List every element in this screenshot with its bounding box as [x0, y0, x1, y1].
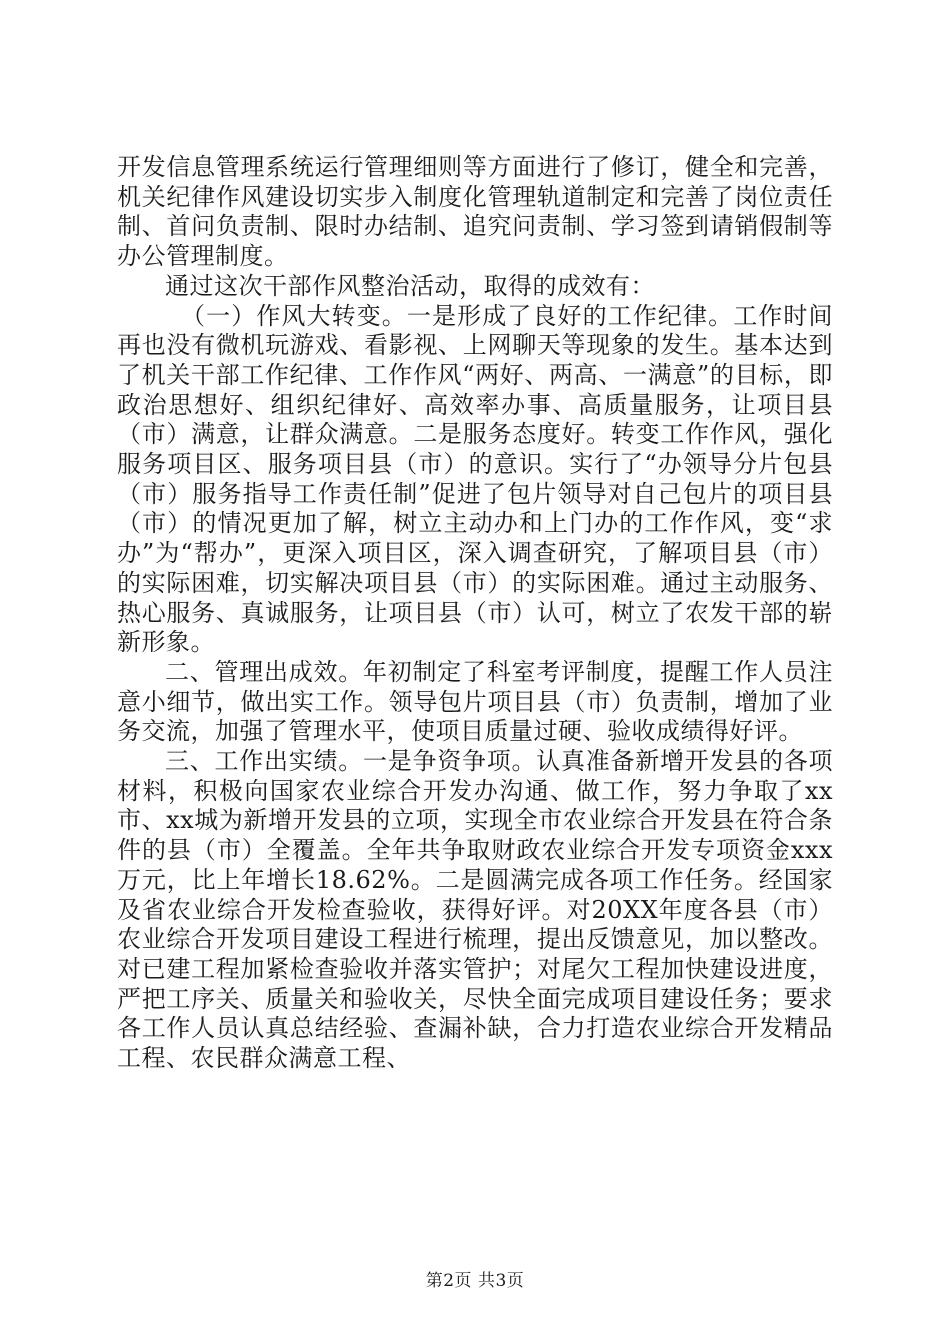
paragraph-achievements: 三、工作出实绩。一是争资争项。认真准备新增开发县的各项材料，积极向国家农业综合开发办沟通、做工作，努力争取了xx市、xx城为新增开发县的立项，实现全市农业综合开发县在符合条件的县（市）全覆盖。全年共争取财政农业综合开发专项资金xxx万元，比上年增长18.62%。二是圆满完成各项工作任务。经国家及省农业综合开发检查验收，获得好评。对20XX年度各县（市）农业综合开发项目建设工程进行梳理，提出反馈意见，加以整改。对已建工程加紧检查验收并落实管护；对尾欠工程加快建设进度，严把工序关、质量关和验收关，尽快全面完成项目建设任务；要求各工作人员认真总结经验、查漏补缺，合力打造农业综合开发精品工程、农民群众满意工程、	[117, 747, 833, 1073]
paragraph-management: 二、管理出成效。年初制定了科室考评制度，提醒工作人员注意小细节，做出实工作。领导包片项目县（市）负责制，增加了业务交流，加强了管理水平，使项目质量过硬、验收成绩得好评。	[117, 657, 833, 746]
paragraph-results-intro: 通过这次干部作风整治活动，取得的成效有：	[165, 271, 655, 300]
paragraph-style-change: （一）作风大转变。一是形成了良好的工作纪律。工作时间再也没有微机玩游戏、看影视、上网聊天等现象的发生。基本达到了机关干部工作纪律、工作作风“两好、两高、一满意”的目标，即政治思想好、组织纪律好、高效率办事、高质量服务，让项目县（市）满意，让群众满意。二是服务态度好。转变工作作风，强化服务项目区、服务项目县（市）的意识。实行了“办领导分片包县（市）服务指导工作责任制”促进了包片领导对自己包片的项目县（市）的情况更加了解，树立主动办和上门办的工作作风，变“求办”为“帮办”，更深入项目区，深入调查研究，了解项目县（市）的实际困难，切实解决项目县（市）的实际困难。通过主动服务、热心服务、真诚服务，让项目县（市）认可，树立了农发干部的崭新形象。	[117, 301, 833, 657]
page-footer: 第2页 共3页	[425, 1271, 525, 1291]
paragraph-continuation: 开发信息管理系统运行管理细则等方面进行了修订，健全和完善，机关纪律作风建设切实步入制度化管理轨道制定和完善了岗位责任制、首问负责制、限时办结制、追究问责制、学习签到请销假制等办公管理制度。	[117, 153, 833, 271]
document-body	[117, 153, 833, 1074]
